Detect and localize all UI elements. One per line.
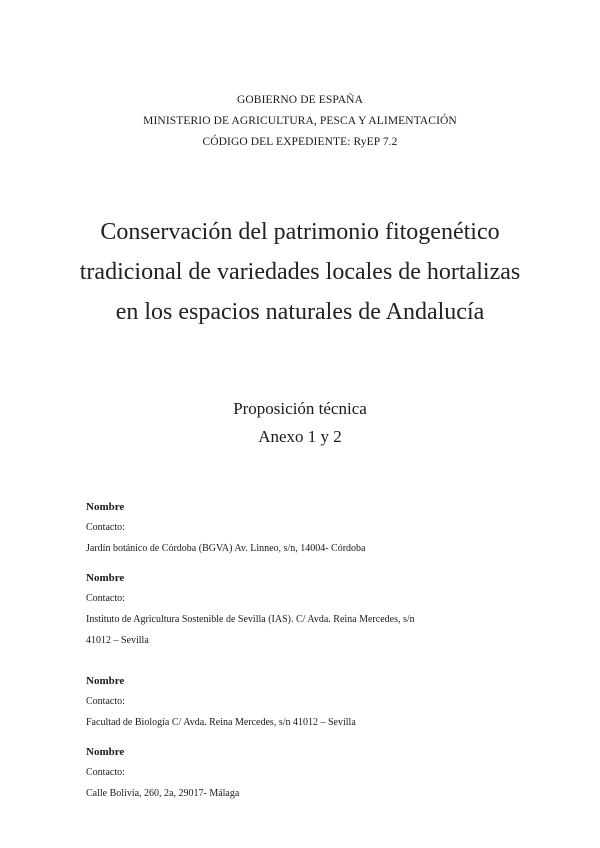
contact-name: Nombre xyxy=(86,501,125,513)
contacts-section xyxy=(86,497,526,804)
title-line: tradicional de variedades locales de hortalizas xyxy=(79,259,521,285)
document-subtitle xyxy=(0,395,600,451)
header-government: GOBIERNO DE ESPAÑA xyxy=(237,94,363,106)
contact-address: Calle Bolivia, 260, 2a, 29017- Málaga xyxy=(86,788,240,799)
contact-address: Facultad de Biología C/ Avda. Reina Mercedes, s/n 41012 – Sevilla xyxy=(86,717,356,728)
document-header xyxy=(0,90,600,153)
contact-label: Contacto: xyxy=(86,593,125,604)
contact-address: Jardín botánico de Córdoba (BGVA) Av. Linneo, s/n, 14004- Córdoba xyxy=(86,543,366,554)
contact-block xyxy=(86,671,526,733)
contact-block xyxy=(86,568,526,651)
title-line: Conservación del patrimonio fitogenético xyxy=(100,219,500,245)
contact-block xyxy=(86,497,526,559)
contact-block xyxy=(86,742,526,804)
document-title xyxy=(0,212,600,332)
subtitle-proposal: Proposición técnica xyxy=(233,399,367,418)
contact-label: Contacto: xyxy=(86,767,125,778)
header-expedient-code: CÓDIGO DEL EXPEDIENTE: RyEP 7.2 xyxy=(202,136,398,148)
contact-name: Nombre xyxy=(86,746,125,758)
contact-label: Contacto: xyxy=(86,522,125,533)
contact-label: Contacto: xyxy=(86,696,125,707)
subtitle-annex: Anexo 1 y 2 xyxy=(258,427,342,446)
header-ministry: MINISTERIO DE AGRICULTURA, PESCA Y ALIMENTACIÓN xyxy=(143,115,457,127)
contact-name: Nombre xyxy=(86,572,125,584)
contact-address: Instituto de Agricultura Sostenible de Sevilla (IAS). C/ Avda. Reina Mercedes, s/n xyxy=(86,614,415,625)
contact-address: 41012 – Sevilla xyxy=(86,635,149,646)
contact-name: Nombre xyxy=(86,675,125,687)
title-line: en los espacios naturales de Andalucía xyxy=(115,299,485,325)
